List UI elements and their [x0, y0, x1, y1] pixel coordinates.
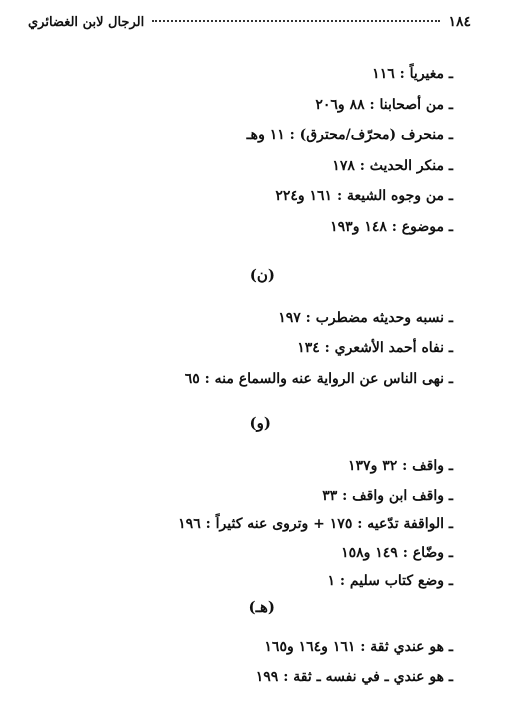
- index-entry: ـ موضوع : ١٤٨ و١٩٣: [330, 219, 453, 235]
- index-entry: ـ نسبه وحديثه مضطرب : ١٩٧: [278, 310, 453, 326]
- section-letter-noon: (ن): [249, 266, 275, 284]
- index-entry: ـ هو عندي ـ في نفسه ـ ثقة : ١٩٩: [255, 669, 453, 685]
- index-entry: ـ واقف : ٣٢ و١٣٧: [348, 458, 453, 474]
- section-letter-ha: (هـ): [248, 598, 275, 616]
- index-entry: ـ وضع كتاب سليم : ١: [327, 573, 453, 589]
- index-entry: ـ منكر الحديث : ١٧٨: [332, 158, 453, 174]
- index-entry: ـ من أصحابنا : ٨٨ و٢٠٦: [315, 97, 453, 113]
- section-letter-waw: (و): [249, 414, 271, 432]
- index-entry: ـ الواقفة تدّعيه : ١٧٥ + وتروى عنه كثيراً : ١٩٦: [178, 516, 453, 532]
- index-entry: ـ واقف ابن واقف : ٣٣: [322, 488, 453, 504]
- index-entry: ـ منحرف (محرّف/محترق) : ١١ وهـ: [246, 127, 453, 143]
- page-number: ١٨٤: [448, 14, 471, 30]
- index-entry: ـ نفاه أحمد الأشعري : ١٣٤: [297, 340, 453, 356]
- running-title: الرجال لابن الغضائري: [28, 15, 145, 30]
- page-header: [28, 14, 471, 38]
- index-entry: ـ وضّاع : ١٤٩ و١٥٨: [341, 545, 453, 561]
- index-entry: ـ هو عندي ثقة : ١٦١ و١٦٤ و١٦٥: [264, 639, 453, 655]
- index-entry: ـ من وجوه الشيعة : ١٦١ و٢٢٤: [275, 188, 453, 204]
- index-entry: ـ نهى الناس عن الرواية عنه والسماع منه : ٦٥: [184, 371, 453, 387]
- index-entry: ـ مغيرياً : ١١٦: [372, 66, 453, 82]
- header-dotted-leader: [152, 20, 440, 22]
